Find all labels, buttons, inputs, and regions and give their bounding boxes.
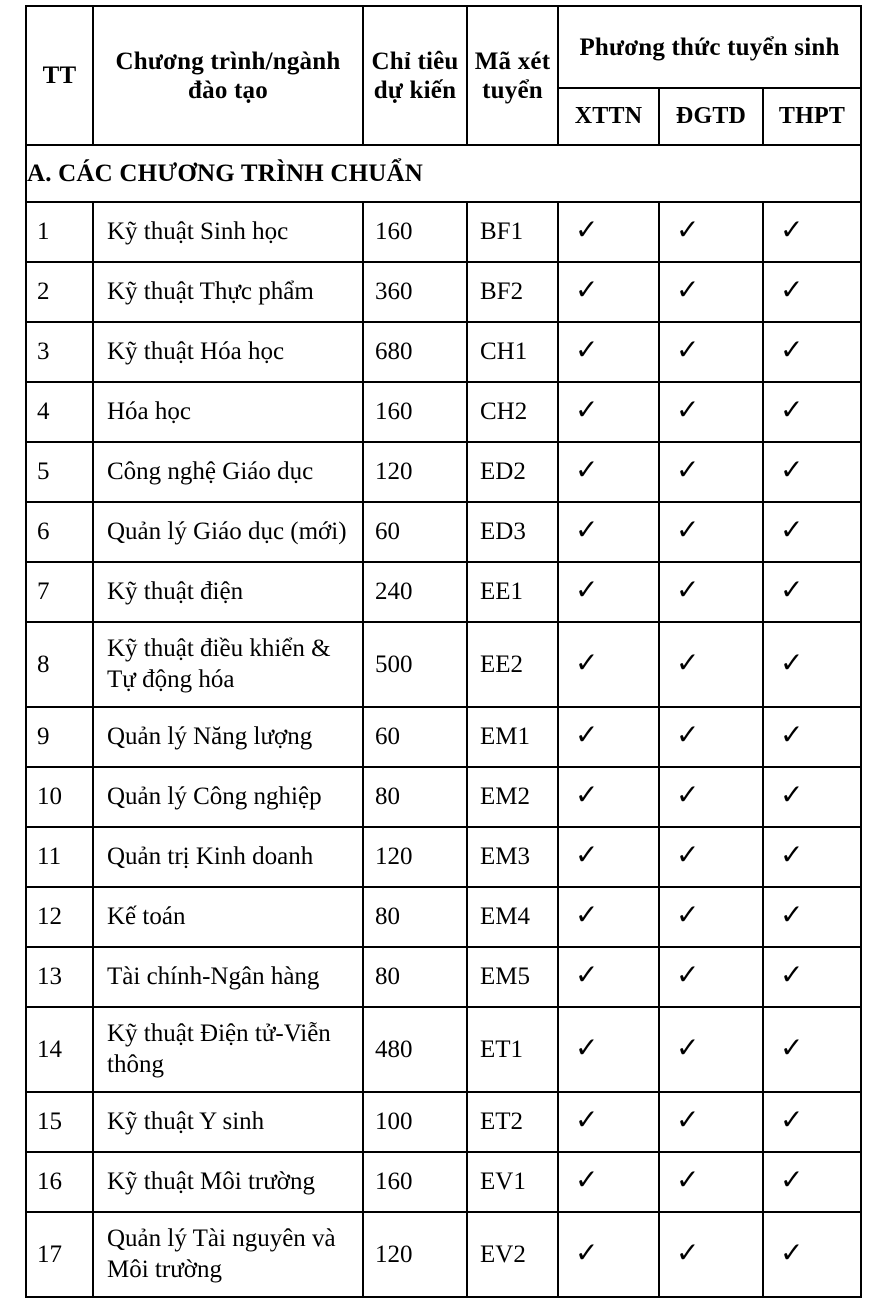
row-program: Quản lý Tài nguyên và Môi trường (93, 1212, 363, 1297)
check-icon: ✓ (575, 720, 599, 751)
section-header-label: A. CÁC CHƯƠNG TRÌNH CHUẨN (26, 145, 861, 202)
row-program: Kỹ thuật Môi trường (93, 1152, 363, 1212)
row-program: Kỹ thuật điều khiển & Tự động hóa (93, 622, 363, 707)
check-icon: ✓ (780, 720, 804, 751)
check-icon: ✓ (676, 647, 700, 679)
row-check-xttn (558, 1212, 659, 1297)
check-icon: ✓ (575, 1165, 599, 1196)
row-quota: 160 (363, 1152, 467, 1212)
row-check-thpt (763, 1007, 861, 1092)
check-icon: ✓ (780, 575, 804, 606)
row-check-dgtd (659, 262, 763, 322)
column-header-dgtd: ĐGTD (659, 88, 763, 145)
row-index: 16 (26, 1152, 93, 1212)
row-program: Quản lý Năng lượng (93, 707, 363, 767)
row-index: 5 (26, 442, 93, 502)
row-index: 4 (26, 382, 93, 442)
row-check-xttn (558, 562, 659, 622)
row-check-thpt (763, 947, 861, 1007)
row-quota: 120 (363, 442, 467, 502)
check-icon: ✓ (575, 515, 599, 546)
section-header-row (26, 145, 861, 202)
column-header-xttn: XTTN (558, 88, 659, 145)
row-check-dgtd (659, 562, 763, 622)
row-code: CH1 (467, 322, 558, 382)
table-row (26, 502, 861, 562)
row-quota: 500 (363, 622, 467, 707)
row-index: 3 (26, 322, 93, 382)
row-check-dgtd (659, 1152, 763, 1212)
row-quota: 160 (363, 202, 467, 262)
row-code: ET2 (467, 1092, 558, 1152)
row-quota: 80 (363, 887, 467, 947)
row-quota: 80 (363, 767, 467, 827)
table-row (26, 1152, 861, 1212)
row-index: 6 (26, 502, 93, 562)
check-icon: ✓ (575, 455, 599, 486)
row-index: 11 (26, 827, 93, 887)
row-code: ET1 (467, 1007, 558, 1092)
row-quota: 240 (363, 562, 467, 622)
row-check-xttn (558, 322, 659, 382)
row-check-xttn (558, 767, 659, 827)
row-quota: 160 (363, 382, 467, 442)
table-row (26, 262, 861, 322)
check-icon: ✓ (780, 840, 804, 871)
row-quota: 100 (363, 1092, 467, 1152)
row-check-thpt (763, 1152, 861, 1212)
row-program: Kỹ thuật Điện tử-Viễn thông (93, 1007, 363, 1092)
check-icon: ✓ (575, 647, 599, 679)
row-index: 1 (26, 202, 93, 262)
table-row (26, 562, 861, 622)
table-row (26, 827, 861, 887)
row-check-dgtd (659, 1092, 763, 1152)
row-quota: 680 (363, 322, 467, 382)
column-header-thpt: THPT (763, 88, 861, 145)
row-check-xttn (558, 1092, 659, 1152)
check-icon: ✓ (676, 720, 700, 751)
table-row (26, 442, 861, 502)
row-check-thpt (763, 767, 861, 827)
row-index: 9 (26, 707, 93, 767)
row-code: EV1 (467, 1152, 558, 1212)
row-index: 2 (26, 262, 93, 322)
table-row (26, 887, 861, 947)
row-code: EM4 (467, 887, 558, 947)
check-icon: ✓ (676, 455, 700, 486)
check-icon: ✓ (676, 960, 700, 991)
column-header-program: Chương trình/ngành đào tạo (93, 6, 363, 145)
row-check-xttn (558, 1007, 659, 1092)
row-program: Hóa học (93, 382, 363, 442)
row-code: EE2 (467, 622, 558, 707)
row-program: Kỹ thuật Hóa học (93, 322, 363, 382)
column-header-quota: Chỉ tiêu dự kiến (363, 6, 467, 145)
check-icon: ✓ (780, 1237, 804, 1269)
row-code: ED3 (467, 502, 558, 562)
row-check-dgtd (659, 947, 763, 1007)
check-icon: ✓ (575, 395, 599, 426)
row-index: 15 (26, 1092, 93, 1152)
row-index: 7 (26, 562, 93, 622)
check-icon: ✓ (676, 1237, 700, 1269)
row-program: Kỹ thuật Y sinh (93, 1092, 363, 1152)
check-icon: ✓ (676, 515, 700, 546)
column-header-admission-methods: Phương thức tuyển sinh (558, 6, 861, 88)
check-icon: ✓ (575, 1105, 599, 1136)
check-icon: ✓ (780, 647, 804, 679)
check-icon: ✓ (676, 575, 700, 606)
check-icon: ✓ (780, 215, 804, 246)
row-code: CH2 (467, 382, 558, 442)
row-check-thpt (763, 202, 861, 262)
row-check-thpt (763, 887, 861, 947)
row-check-xttn (558, 502, 659, 562)
table-row (26, 1092, 861, 1152)
check-icon: ✓ (575, 1237, 599, 1269)
row-index: 14 (26, 1007, 93, 1092)
row-code: EE1 (467, 562, 558, 622)
check-icon: ✓ (676, 900, 700, 931)
check-icon: ✓ (676, 215, 700, 246)
row-check-dgtd (659, 887, 763, 947)
row-index: 17 (26, 1212, 93, 1297)
check-icon: ✓ (780, 395, 804, 426)
row-check-dgtd (659, 502, 763, 562)
row-check-thpt (763, 1092, 861, 1152)
check-icon: ✓ (780, 1032, 804, 1064)
table-row (26, 767, 861, 827)
row-check-thpt (763, 382, 861, 442)
header-row-main (26, 6, 861, 88)
row-code: ED2 (467, 442, 558, 502)
row-code: BF2 (467, 262, 558, 322)
row-quota: 60 (363, 502, 467, 562)
row-check-dgtd (659, 382, 763, 442)
check-icon: ✓ (575, 900, 599, 931)
row-program: Kỹ thuật Thực phẩm (93, 262, 363, 322)
check-icon: ✓ (676, 840, 700, 871)
check-icon: ✓ (575, 1032, 599, 1064)
row-quota: 120 (363, 1212, 467, 1297)
row-code: EM2 (467, 767, 558, 827)
row-check-xttn (558, 1152, 659, 1212)
row-check-xttn (558, 442, 659, 502)
row-check-xttn (558, 707, 659, 767)
row-quota: 60 (363, 707, 467, 767)
check-icon: ✓ (780, 1165, 804, 1196)
row-code: EM3 (467, 827, 558, 887)
row-check-xttn (558, 827, 659, 887)
row-check-thpt (763, 707, 861, 767)
row-check-xttn (558, 622, 659, 707)
table-row (26, 622, 861, 707)
row-check-dgtd (659, 202, 763, 262)
column-header-code: Mã xét tuyển (467, 6, 558, 145)
row-check-thpt (763, 322, 861, 382)
row-program: Quản lý Giáo dục (mới) (93, 502, 363, 562)
table-row (26, 1007, 861, 1092)
row-check-dgtd (659, 827, 763, 887)
row-program: Công nghệ Giáo dục (93, 442, 363, 502)
column-header-tt: TT (26, 6, 93, 145)
row-check-xttn (558, 947, 659, 1007)
check-icon: ✓ (780, 515, 804, 546)
check-icon: ✓ (780, 960, 804, 991)
check-icon: ✓ (676, 780, 700, 811)
check-icon: ✓ (676, 1165, 700, 1196)
row-check-thpt (763, 827, 861, 887)
check-icon: ✓ (575, 275, 599, 306)
row-program: Kế toán (93, 887, 363, 947)
check-icon: ✓ (780, 275, 804, 306)
row-check-thpt (763, 622, 861, 707)
row-check-thpt (763, 1212, 861, 1297)
check-icon: ✓ (676, 395, 700, 426)
row-check-dgtd (659, 707, 763, 767)
check-icon: ✓ (780, 780, 804, 811)
row-quota: 80 (363, 947, 467, 1007)
check-icon: ✓ (575, 840, 599, 871)
table-row (26, 1212, 861, 1297)
check-icon: ✓ (780, 455, 804, 486)
row-index: 8 (26, 622, 93, 707)
row-check-dgtd (659, 767, 763, 827)
table-row (26, 947, 861, 1007)
check-icon: ✓ (575, 335, 599, 366)
row-code: EV2 (467, 1212, 558, 1297)
row-quota: 360 (363, 262, 467, 322)
check-icon: ✓ (676, 1105, 700, 1136)
row-check-xttn (558, 887, 659, 947)
row-check-dgtd (659, 442, 763, 502)
table-row (26, 202, 861, 262)
check-icon: ✓ (575, 780, 599, 811)
row-check-dgtd (659, 1212, 763, 1297)
row-program: Tài chính-Ngân hàng (93, 947, 363, 1007)
check-icon: ✓ (676, 335, 700, 366)
table-row (26, 707, 861, 767)
table-row (26, 322, 861, 382)
check-icon: ✓ (780, 335, 804, 366)
check-icon: ✓ (780, 1105, 804, 1136)
row-check-xttn (558, 262, 659, 322)
row-quota: 480 (363, 1007, 467, 1092)
row-check-dgtd (659, 1007, 763, 1092)
row-index: 10 (26, 767, 93, 827)
row-check-thpt (763, 442, 861, 502)
row-check-dgtd (659, 322, 763, 382)
row-program: Quản lý Công nghiệp (93, 767, 363, 827)
row-code: BF1 (467, 202, 558, 262)
row-check-thpt (763, 562, 861, 622)
check-icon: ✓ (676, 275, 700, 306)
row-check-thpt (763, 502, 861, 562)
row-check-xttn (558, 382, 659, 442)
check-icon: ✓ (575, 215, 599, 246)
row-program: Kỹ thuật Sinh học (93, 202, 363, 262)
row-check-thpt (763, 262, 861, 322)
table-row (26, 382, 861, 442)
row-index: 12 (26, 887, 93, 947)
row-check-dgtd (659, 622, 763, 707)
check-icon: ✓ (575, 960, 599, 991)
table-body (26, 145, 861, 1297)
table-header (26, 6, 861, 145)
row-code: EM1 (467, 707, 558, 767)
row-code: EM5 (467, 947, 558, 1007)
row-check-xttn (558, 202, 659, 262)
row-program: Kỹ thuật điện (93, 562, 363, 622)
admissions-table (25, 5, 862, 1298)
check-icon: ✓ (575, 575, 599, 606)
row-program: Quản trị Kinh doanh (93, 827, 363, 887)
row-quota: 120 (363, 827, 467, 887)
check-icon: ✓ (676, 1032, 700, 1064)
check-icon: ✓ (780, 900, 804, 931)
row-index: 13 (26, 947, 93, 1007)
